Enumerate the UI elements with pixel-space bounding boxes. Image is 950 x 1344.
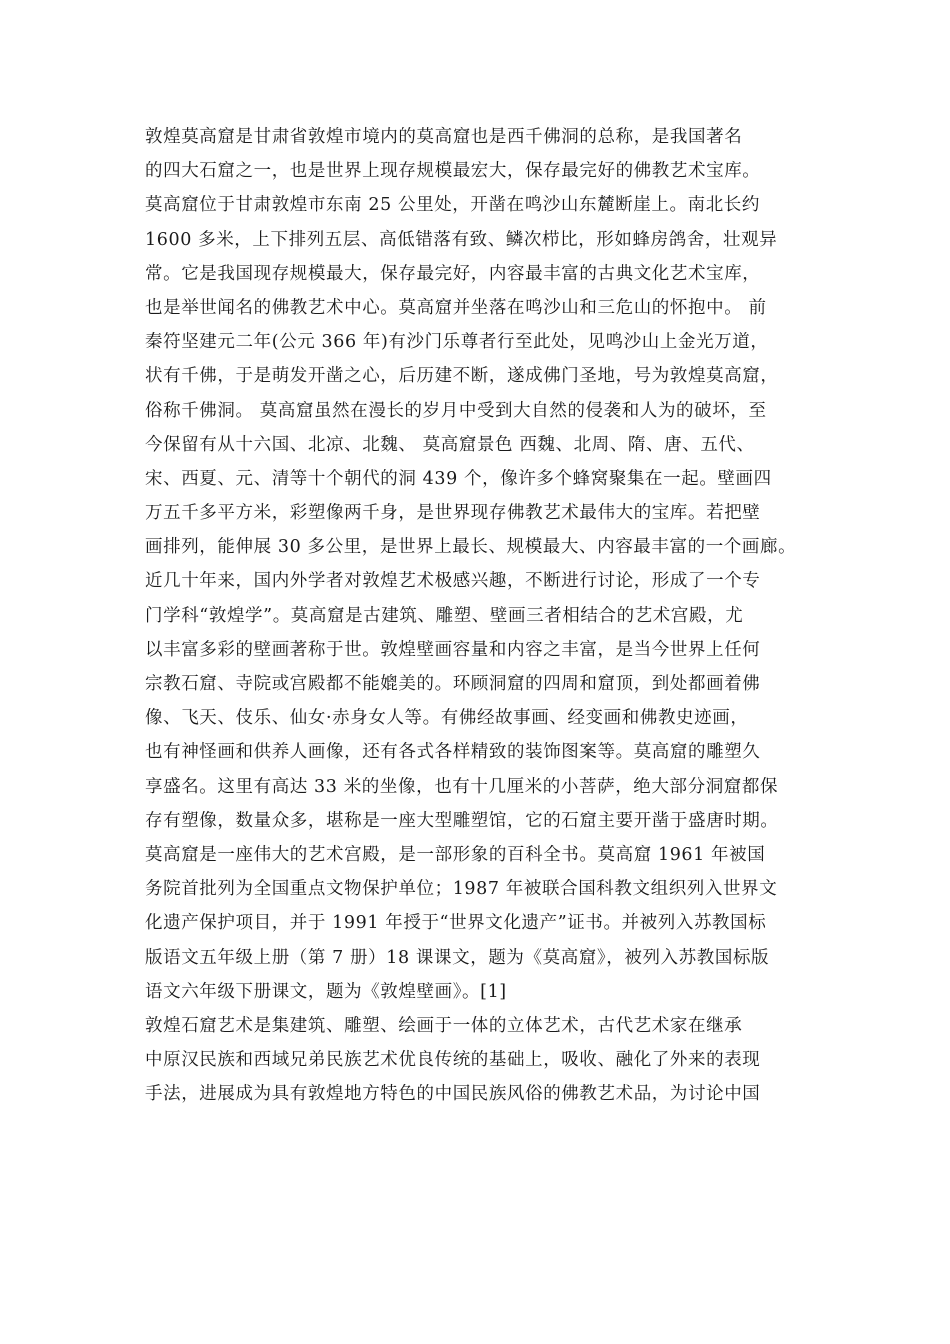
text-line: 状有千佛，于是萌发开凿之心，后历建不断，遂成佛门圣地，号为敦煌莫高窟，: [145, 366, 779, 387]
text-line: 像、飞天、伎乐、仙女·赤身女人等。有佛经故事画、经变画和佛教史迹画，: [145, 708, 749, 729]
text-line: 莫高窟是一座伟大的艺术宫殿，是一部形象的百科全书。莫高窟 1961 年被国: [145, 844, 766, 865]
text-line: 俗称千佛洞。 莫高窟虽然在漫长的岁月中受到大自然的侵袭和人为的破坏，至: [145, 400, 767, 421]
text-line: 中原汉民族和西域兄弟民族艺术优良传统的基础上，吸收、融化了外来的表现: [145, 1050, 761, 1071]
text-line: 万五千多平方米，彩塑像两千身，是世界现存佛教艺术最伟大的宝库。若把壁: [145, 503, 761, 524]
text-line: 常。它是我国现存规模最大，保存最完好，内容最丰富的古典文化艺术宝库，: [145, 263, 761, 284]
document-body: [145, 120, 945, 1111]
text-line: 语文六年级下册课文，题为《敦煌壁画》。[1]: [145, 981, 507, 1002]
text-line: 近几十年来，国内外学者对敦煌艺术极感兴趣，不断进行讨论，形成了一个专: [145, 571, 761, 592]
text-line: 版语文五年级上册（第 7 册）18 课课文，题为《莫高窟》，被列入苏教国标版: [145, 947, 770, 968]
text-line: 敦煌石窟艺术是集建筑、雕塑、绘画于一体的立体艺术，古代艺术家在继承: [145, 1015, 743, 1036]
text-line: 也是举世闻名的佛教艺术中心。莫高窟并坐落在鸣沙山和三危山的怀抱中。 前: [145, 297, 767, 318]
text-line: 存有塑像，数量众多，堪称是一座大型雕塑馆，它的石窟主要开凿于盛唐时期。: [145, 810, 779, 831]
text-line: 画排列，能伸展 30 多公里，是世界上最长、规模最大、内容最丰富的一个画廊。: [145, 537, 797, 558]
text-line: 也有神怪画和供养人画像，还有各式各样精致的装饰图案等。莫高窟的雕塑久: [145, 742, 761, 763]
text-line: 今保留有从十六国、北凉、北魏、 莫高窟景色 西魏、北周、隋、唐、五代、: [145, 434, 755, 455]
text-line: 享盛名。这里有高达 33 米的坐像，也有十几厘米的小菩萨，绝大部分洞窟都保: [145, 776, 779, 797]
text-line: 莫高窟位于甘肃敦煌市东南 25 公里处，开凿在鸣沙山东麓断崖上。南北长约: [145, 195, 760, 216]
text-line: 手法，进展成为具有敦煌地方特色的中国民族风俗的佛教艺术品，为讨论中国: [145, 1084, 761, 1105]
text-line: 门学科“敦煌学”。莫高窟是古建筑、雕塑、壁画三者相结合的艺术宫殿，尤: [145, 605, 744, 626]
text-line: 敦煌莫高窟是甘肃省敦煌市境内的莫高窟也是西千佛洞的总称，是我国著名: [145, 127, 743, 147]
text-line: 宋、西夏、元、清等十个朝代的洞 439 个，像许多个蜂窝聚集在一起。壁画四: [145, 468, 772, 489]
text-line: 务院首批列为全国重点文物保护单位；1987 年被联合国科教文组织列入世界文: [145, 879, 778, 900]
text-line: 秦符坚建元二年(公元 366 年)有沙门乐尊者行至此处，见鸣沙山上金光万道，: [145, 332, 769, 353]
text-line: 的四大石窟之一，也是世界上现存规模最宏大，保存最完好的佛教艺术宝库。: [145, 161, 761, 182]
text-line: 1600 多米，上下排列五层、高低错落有致、鳞次栉比，形如蜂房鸽舍，壮观异: [145, 229, 778, 250]
text-line: 化遗产保护项目，并于 1991 年授于“世界文化遗产”证书。并被列入苏教国标: [145, 913, 767, 934]
text-line: 以丰富多彩的壁画著称于世。敦煌壁画容量和内容之丰富，是当今世界上任何: [145, 639, 761, 660]
text-line: 宗教石窟、寺院或宫殿都不能媲美的。环顾洞窟的四周和窟顶，到处都画着佛: [145, 674, 761, 694]
